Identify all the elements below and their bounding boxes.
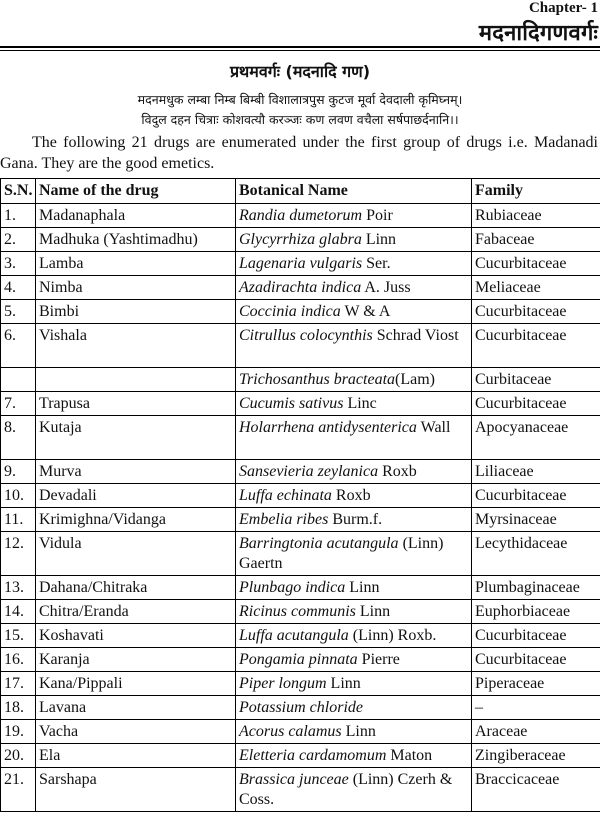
botanical-species: Luffa echinata (239, 487, 332, 504)
botanical-species: Plunbago indica (239, 579, 346, 596)
table-row (1, 392, 600, 416)
cell-botanical-name (236, 324, 472, 368)
cell-family: Euphorbiaceae (472, 600, 600, 624)
botanical-species: Citrullus colocynthis (239, 327, 373, 344)
table-row (1, 416, 600, 460)
botanical-species: Glycyrrhiza glabra (239, 231, 362, 248)
cell-sn: 17. (1, 672, 36, 696)
botanical-authority: Linn (361, 231, 397, 248)
botanical-authority: (Linn) Czerh & Coss. (239, 771, 453, 808)
cell-sn: 13. (1, 576, 36, 600)
header-botanical-name: Botanical Name (236, 179, 472, 204)
cell-botanical-name (236, 252, 472, 276)
table-row (1, 672, 600, 696)
shloka-line-1: मदनमधुक लम्बा निम्ब बिम्बी विशालात्रपुस कुटज मूर्वा देवदाली कृमिघ्नम्। (137, 92, 463, 107)
page-title: मदनादिगणवर्गः (478, 21, 598, 46)
table-row (1, 324, 600, 368)
table-row (1, 300, 600, 324)
cell-family: Cucurbitaceae (472, 392, 600, 416)
cell-sn: 15. (1, 624, 36, 648)
botanical-species: Pongamia pinnata (239, 651, 358, 668)
table-row (1, 624, 600, 648)
botanical-authority: (Linn) Roxb. (348, 627, 437, 644)
cell-family: Plumbaginaceae (472, 576, 600, 600)
cell-botanical-name (236, 672, 472, 696)
table-row (1, 276, 600, 300)
header-family: Family (472, 179, 600, 204)
cell-botanical-name (236, 600, 472, 624)
drugs-table (0, 178, 600, 812)
cell-family: Liliaceae (472, 460, 600, 484)
cell-drug-name: Murva (36, 460, 236, 484)
cell-family: Piperaceae (472, 672, 600, 696)
cell-drug-name: Devadali (36, 484, 236, 508)
cell-sn: 19. (1, 720, 36, 744)
header-sn: S.N. (1, 179, 36, 204)
botanical-species: Potassium chloride (239, 699, 363, 716)
cell-sn: 9. (1, 460, 36, 484)
cell-family: Cucurbitaceae (472, 300, 600, 324)
table-row (1, 532, 600, 576)
cell-family: Cucurbitaceae (472, 648, 600, 672)
cell-sn: 18. (1, 696, 36, 720)
table-row (1, 484, 600, 508)
botanical-species: Embelia ribes (239, 511, 329, 528)
botanical-species: Trichosanthus bracteata (239, 371, 396, 388)
botanical-species: Acorus calamus (239, 723, 342, 740)
cell-drug-name: Lamba (36, 252, 236, 276)
cell-family: – (472, 696, 600, 720)
cell-sn: 6. (1, 324, 36, 368)
cell-drug-name: Karanja (36, 648, 236, 672)
cell-botanical-name (236, 460, 472, 484)
cell-sn: 1. (1, 204, 36, 228)
table-row (1, 204, 600, 228)
cell-sn: 8. (1, 416, 36, 460)
botanical-authority: Wall (416, 419, 451, 436)
cell-sn: 16. (1, 648, 36, 672)
cell-botanical-name (236, 744, 472, 768)
cell-drug-name: Chitra/Eranda (36, 600, 236, 624)
cell-family: Araceae (472, 720, 600, 744)
cell-sn: 20. (1, 744, 36, 768)
table-row (1, 720, 600, 744)
botanical-authority: (Linn) Gaertn (239, 535, 444, 572)
cell-botanical-name (236, 508, 472, 532)
cell-family: Myrsinaceae (472, 508, 600, 532)
cell-drug-name: Vidula (36, 532, 236, 576)
shloka (0, 90, 600, 130)
botanical-species: Cucumis sativus (239, 395, 344, 412)
table-row (1, 696, 600, 720)
botanical-authority: Linn (341, 723, 376, 740)
botanical-species: Sansevieria zeylanica (239, 463, 379, 480)
cell-botanical-name (236, 300, 472, 324)
cell-botanical-name (236, 484, 472, 508)
cell-botanical-name (236, 624, 472, 648)
cell-botanical-name (236, 532, 472, 576)
botanical-authority: Linn (345, 579, 380, 596)
botanical-species: Barringtonia acutangula (239, 535, 399, 552)
cell-sn: 4. (1, 276, 36, 300)
cell-sn: 7. (1, 392, 36, 416)
botanical-authority: Burm.f. (328, 511, 383, 528)
table-row (1, 368, 600, 392)
botanical-authority: Roxb (331, 487, 371, 504)
botanical-authority: Schrad Viost (372, 327, 459, 344)
table-row (1, 228, 600, 252)
cell-family: Meliaceae (472, 276, 600, 300)
cell-family: Braccicaceae (472, 768, 600, 812)
cell-drug-name: Ela (36, 744, 236, 768)
cell-botanical-name (236, 416, 472, 460)
botanical-species: Piper longum (239, 675, 327, 692)
table-row (1, 576, 600, 600)
cell-family: Cucurbitaceae (472, 484, 600, 508)
cell-botanical-name (236, 696, 472, 720)
botanical-authority: Maton (386, 747, 433, 764)
cell-drug-name: Kutaja (36, 416, 236, 460)
cell-botanical-name (236, 228, 472, 252)
cell-drug-name: Vacha (36, 720, 236, 744)
botanical-authority: Pierre (357, 651, 400, 668)
botanical-authority: Poir (362, 207, 393, 224)
table-row (1, 252, 600, 276)
cell-family: Curbitaceae (472, 368, 600, 392)
botanical-authority: A. Juss (361, 279, 411, 296)
cell-family: Rubiaceae (472, 204, 600, 228)
botanical-authority: (Lam) (395, 371, 435, 388)
cell-botanical-name (236, 768, 472, 812)
cell-drug-name: Dahana/Chitraka (36, 576, 236, 600)
shloka-line-2: विदुल दहन चित्राः कोशवत्यौ करञ्जः कण लवण वचैला सर्षपाछर्दनानि।। (141, 112, 459, 127)
cell-family: Fabaceae (472, 228, 600, 252)
cell-sn: 3. (1, 252, 36, 276)
section-subtitle: प्रथमवर्गः (मदनादि गण) (229, 62, 371, 81)
table-header-row (1, 179, 600, 204)
cell-drug-name: Nimba (36, 276, 236, 300)
cell-drug-name (36, 368, 236, 392)
botanical-species: Azadirachta indica (239, 279, 362, 296)
cell-sn: 10. (1, 484, 36, 508)
botanical-species: Holarrhena antidysenterica (239, 419, 417, 436)
botanical-species: Ricinus communis (239, 603, 356, 620)
table-row (1, 600, 600, 624)
header-rule-thin (0, 50, 600, 51)
cell-family: Apocyanaceae (472, 416, 600, 460)
botanical-species: Brassica junceae (239, 771, 349, 788)
cell-sn: 14. (1, 600, 36, 624)
header-rule (0, 46, 600, 48)
cell-botanical-name (236, 204, 472, 228)
cell-drug-name: Koshavati (36, 624, 236, 648)
botanical-species: Eletteria cardamomum (239, 747, 387, 764)
cell-family: Cucurbitaceae (472, 624, 600, 648)
botanical-authority: Linn (355, 603, 391, 620)
cell-drug-name: Lavana (36, 696, 236, 720)
table-row (1, 508, 600, 532)
table-row (1, 460, 600, 484)
cell-drug-name: Bimbi (36, 300, 236, 324)
chapter-label: Chapter- 1 (528, 0, 598, 16)
table-row (1, 648, 600, 672)
cell-sn: 21. (1, 768, 36, 812)
botanical-species: Coccinia indica (239, 303, 341, 320)
cell-botanical-name (236, 648, 472, 672)
cell-family: Cucurbitaceae (472, 324, 600, 368)
cell-family: Cucurbitaceae (472, 252, 600, 276)
table-row (1, 744, 600, 768)
cell-botanical-name (236, 392, 472, 416)
cell-sn: 12. (1, 532, 36, 576)
cell-botanical-name (236, 576, 472, 600)
botanical-authority: W & A (340, 303, 391, 320)
cell-botanical-name (236, 368, 472, 392)
cell-sn (1, 368, 36, 392)
cell-botanical-name (236, 276, 472, 300)
cell-drug-name: Madhuka (Yashtimadhu) (36, 228, 236, 252)
cell-family: Zingiberaceae (472, 744, 600, 768)
cell-drug-name: Kana/Pippali (36, 672, 236, 696)
cell-drug-name: Sarshapa (36, 768, 236, 812)
header-drug-name: Name of the drug (36, 179, 236, 204)
cell-sn: 2. (1, 228, 36, 252)
table-row (1, 768, 600, 812)
cell-sn: 5. (1, 300, 36, 324)
cell-drug-name: Madanaphala (36, 204, 236, 228)
botanical-authority: Roxb (378, 463, 417, 480)
cell-sn: 11. (1, 508, 36, 532)
botanical-species: Randia dumetorum (239, 207, 363, 224)
cell-family: Lecythidaceae (472, 532, 600, 576)
botanical-species: Lagenaria vulgaris (239, 255, 363, 272)
intro-paragraph: The following 21 drugs are enumerated under the first group of drugs i.e. Madanadi Gana. They are the good emetics. (0, 134, 598, 172)
cell-botanical-name (236, 720, 472, 744)
cell-drug-name: Trapusa (36, 392, 236, 416)
botanical-species: Luffa acutangula (239, 627, 349, 644)
botanical-authority: Linc (343, 395, 377, 412)
botanical-authority: Ser. (362, 255, 391, 272)
cell-drug-name: Krimighna/Vidanga (36, 508, 236, 532)
botanical-authority: Linn (326, 675, 361, 692)
cell-drug-name: Vishala (36, 324, 236, 368)
